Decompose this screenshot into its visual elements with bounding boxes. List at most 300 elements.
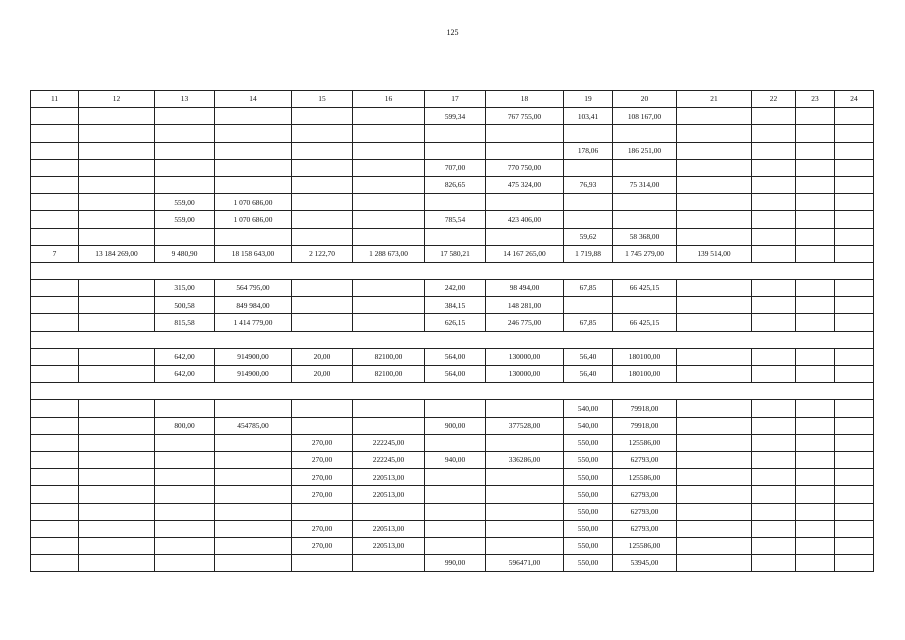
- table-cell: [425, 537, 486, 554]
- table-cell: [796, 400, 835, 417]
- table-cell: 1 070 686,00: [215, 194, 292, 211]
- table-cell: [835, 520, 874, 537]
- table-cell: 990,00: [425, 555, 486, 572]
- table-cell: 599,34: [425, 108, 486, 125]
- table-cell: 559,00: [155, 194, 215, 211]
- table-cell: 1 414 779,00: [215, 314, 292, 331]
- table-body: [31, 108, 874, 572]
- table-cell: [292, 108, 353, 125]
- table-cell: [292, 400, 353, 417]
- table-cell: 1 745 279,00: [613, 245, 677, 262]
- table-cell: 270,00: [292, 451, 353, 468]
- table-row: [31, 520, 874, 537]
- table-row: [31, 434, 874, 451]
- table-cell: [835, 194, 874, 211]
- column-header: 22: [752, 91, 796, 108]
- table-cell: [564, 211, 613, 228]
- table-cell: [677, 228, 752, 245]
- table-cell: [353, 417, 425, 434]
- table-cell: [31, 503, 79, 520]
- table-cell: [677, 486, 752, 503]
- column-header: 17: [425, 91, 486, 108]
- table-header-row: [31, 91, 874, 108]
- table-cell: [677, 520, 752, 537]
- table-cell: [835, 366, 874, 383]
- table-cell: [835, 400, 874, 417]
- table-cell: 767 755,00: [486, 108, 564, 125]
- table-cell: [796, 417, 835, 434]
- table-cell: [486, 486, 564, 503]
- table-cell: [79, 366, 155, 383]
- table-cell: 62793,00: [613, 520, 677, 537]
- table-cell: [425, 434, 486, 451]
- table-cell: 9 480,90: [155, 245, 215, 262]
- table-cell: 180100,00: [613, 366, 677, 383]
- table-cell: [677, 434, 752, 451]
- column-header: 14: [215, 91, 292, 108]
- table-cell: 270,00: [292, 537, 353, 554]
- table-cell: [752, 486, 796, 503]
- table-cell: [835, 503, 874, 520]
- table-cell: [835, 297, 874, 314]
- table-cell: [752, 503, 796, 520]
- separator-cell: [31, 262, 874, 279]
- column-header: 12: [79, 91, 155, 108]
- table-cell: [31, 520, 79, 537]
- table-cell: [31, 176, 79, 193]
- table-cell: [155, 142, 215, 159]
- table-cell: 56,40: [564, 348, 613, 365]
- table-cell: [31, 451, 79, 468]
- table-cell: 62793,00: [613, 503, 677, 520]
- table-cell: [292, 314, 353, 331]
- table-cell: 550,00: [564, 537, 613, 554]
- table-row: [31, 108, 874, 125]
- table-cell: 550,00: [564, 555, 613, 572]
- table-cell: [155, 228, 215, 245]
- section-separator-row: [31, 262, 874, 279]
- table-cell: [796, 194, 835, 211]
- table-cell: [215, 125, 292, 142]
- table-cell: [215, 486, 292, 503]
- table-cell: [677, 451, 752, 468]
- table-cell: [752, 469, 796, 486]
- table-cell: [677, 417, 752, 434]
- table-cell: 178,06: [564, 142, 613, 159]
- table-cell: 550,00: [564, 486, 613, 503]
- table-cell: [31, 537, 79, 554]
- table-cell: 270,00: [292, 469, 353, 486]
- table-cell: [425, 400, 486, 417]
- table-cell: [215, 520, 292, 537]
- table-cell: [31, 211, 79, 228]
- table-cell: 58 368,00: [613, 228, 677, 245]
- table-cell: [79, 108, 155, 125]
- table-cell: [31, 228, 79, 245]
- table-cell: [835, 176, 874, 193]
- table-cell: [31, 108, 79, 125]
- table-cell: [292, 228, 353, 245]
- table-cell: 125586,00: [613, 469, 677, 486]
- column-header: 13: [155, 91, 215, 108]
- table-cell: [796, 159, 835, 176]
- table-cell: 56,40: [564, 366, 613, 383]
- table-cell: [31, 194, 79, 211]
- table-cell: 1 070 686,00: [215, 211, 292, 228]
- table-row: [31, 314, 874, 331]
- table-cell: 103,41: [564, 108, 613, 125]
- table-cell: [155, 125, 215, 142]
- table-cell: [486, 520, 564, 537]
- column-header: 11: [31, 91, 79, 108]
- table-cell: [155, 400, 215, 417]
- table-cell: [796, 245, 835, 262]
- table-cell: [677, 159, 752, 176]
- table-cell: [486, 469, 564, 486]
- table-cell: [677, 297, 752, 314]
- table-row: [31, 537, 874, 554]
- table-cell: [155, 520, 215, 537]
- table-cell: [835, 537, 874, 554]
- table-cell: [752, 537, 796, 554]
- table-cell: [796, 108, 835, 125]
- table-cell: [677, 366, 752, 383]
- table-cell: [796, 280, 835, 297]
- table-cell: [31, 314, 79, 331]
- table-cell: [79, 280, 155, 297]
- table-cell: [796, 314, 835, 331]
- table-cell: 220513,00: [353, 469, 425, 486]
- table-cell: [677, 211, 752, 228]
- table-cell: [677, 555, 752, 572]
- table-cell: 550,00: [564, 434, 613, 451]
- table-cell: [292, 159, 353, 176]
- table-cell: [752, 451, 796, 468]
- table-cell: [215, 176, 292, 193]
- table-cell: 18 158 643,00: [215, 245, 292, 262]
- table-cell: [215, 451, 292, 468]
- table-cell: 76,93: [564, 176, 613, 193]
- table-cell: 707,00: [425, 159, 486, 176]
- table-cell: [353, 125, 425, 142]
- table-row: [31, 194, 874, 211]
- table-cell: [31, 280, 79, 297]
- table-row: [31, 228, 874, 245]
- table-cell: [31, 125, 79, 142]
- table-row: [31, 245, 874, 262]
- table-cell: 315,00: [155, 280, 215, 297]
- table-cell: [79, 417, 155, 434]
- table-cell: [79, 486, 155, 503]
- table-cell: [486, 125, 564, 142]
- table-cell: 642,00: [155, 366, 215, 383]
- table-row: [31, 486, 874, 503]
- table-cell: 550,00: [564, 503, 613, 520]
- table-cell: [835, 314, 874, 331]
- table-cell: [292, 503, 353, 520]
- table-cell: 59,62: [564, 228, 613, 245]
- table-cell: 475 324,00: [486, 176, 564, 193]
- table-cell: 550,00: [564, 451, 613, 468]
- table-cell: 130000,00: [486, 348, 564, 365]
- table-cell: [677, 537, 752, 554]
- table-cell: 336286,00: [486, 451, 564, 468]
- table-row: [31, 400, 874, 417]
- table-cell: [215, 400, 292, 417]
- table-cell: [564, 159, 613, 176]
- table-row: [31, 176, 874, 193]
- table-cell: [677, 108, 752, 125]
- table-cell: 62793,00: [613, 486, 677, 503]
- table-row: [31, 280, 874, 297]
- table-cell: [796, 469, 835, 486]
- column-header: 19: [564, 91, 613, 108]
- table-cell: 384,15: [425, 297, 486, 314]
- table-cell: [425, 228, 486, 245]
- section-separator-row: [31, 383, 874, 400]
- table-row: [31, 503, 874, 520]
- table-cell: [353, 176, 425, 193]
- table-cell: [215, 503, 292, 520]
- table-cell: [155, 555, 215, 572]
- table-cell: 13 184 269,00: [79, 245, 155, 262]
- page-number: 125: [446, 28, 459, 37]
- table-cell: [31, 366, 79, 383]
- table-row: [31, 469, 874, 486]
- table-cell: 66 425,15: [613, 280, 677, 297]
- table-cell: [796, 176, 835, 193]
- table-cell: [835, 211, 874, 228]
- table-cell: [613, 297, 677, 314]
- table-cell: 785,54: [425, 211, 486, 228]
- column-header: 20: [613, 91, 677, 108]
- table-cell: [31, 297, 79, 314]
- table-cell: [292, 176, 353, 193]
- table-row: [31, 142, 874, 159]
- table-cell: [155, 176, 215, 193]
- table-cell: [79, 434, 155, 451]
- table-cell: [425, 486, 486, 503]
- table-cell: [31, 142, 79, 159]
- table-cell: [31, 469, 79, 486]
- table-cell: [752, 280, 796, 297]
- table-cell: [292, 297, 353, 314]
- table-cell: [796, 503, 835, 520]
- table-cell: [835, 228, 874, 245]
- table-cell: 540,00: [564, 400, 613, 417]
- table-row: [31, 297, 874, 314]
- table-cell: [752, 348, 796, 365]
- table-cell: 800,00: [155, 417, 215, 434]
- table-cell: [353, 400, 425, 417]
- table-cell: [752, 211, 796, 228]
- table-cell: [155, 434, 215, 451]
- table-cell: [835, 451, 874, 468]
- table-cell: 246 775,00: [486, 314, 564, 331]
- table-cell: 1 719,88: [564, 245, 613, 262]
- table-cell: 180100,00: [613, 348, 677, 365]
- table-cell: 20,00: [292, 348, 353, 365]
- table-cell: 108 167,00: [613, 108, 677, 125]
- table-cell: [796, 366, 835, 383]
- table-cell: [79, 400, 155, 417]
- table-cell: [425, 125, 486, 142]
- table-cell: 66 425,15: [613, 314, 677, 331]
- table-cell: 7: [31, 245, 79, 262]
- table-cell: [796, 125, 835, 142]
- table-cell: [796, 537, 835, 554]
- table-cell: [155, 537, 215, 554]
- table-cell: [564, 194, 613, 211]
- table-cell: [79, 142, 155, 159]
- table-cell: 17 580,21: [425, 245, 486, 262]
- table-cell: 270,00: [292, 434, 353, 451]
- table-row: [31, 366, 874, 383]
- table-cell: 79918,00: [613, 417, 677, 434]
- table-cell: [425, 469, 486, 486]
- table-cell: [292, 555, 353, 572]
- table-cell: 377528,00: [486, 417, 564, 434]
- table-cell: [677, 176, 752, 193]
- table-cell: [752, 366, 796, 383]
- table-cell: 559,00: [155, 211, 215, 228]
- table-cell: [796, 555, 835, 572]
- table-cell: [292, 194, 353, 211]
- table-cell: [79, 469, 155, 486]
- table-cell: [155, 486, 215, 503]
- table-cell: [79, 555, 155, 572]
- table-cell: [796, 142, 835, 159]
- table-cell: [292, 417, 353, 434]
- table-cell: 564 795,00: [215, 280, 292, 297]
- table-cell: 826,65: [425, 176, 486, 193]
- table-cell: [752, 555, 796, 572]
- table-cell: [677, 194, 752, 211]
- table-cell: [353, 503, 425, 520]
- table-cell: [215, 537, 292, 554]
- table-cell: [79, 297, 155, 314]
- table-cell: 186 251,00: [613, 142, 677, 159]
- table-cell: [613, 211, 677, 228]
- table-cell: [796, 228, 835, 245]
- table-cell: 642,00: [155, 348, 215, 365]
- table-cell: [155, 108, 215, 125]
- table-cell: [215, 228, 292, 245]
- table-cell: [752, 297, 796, 314]
- table-cell: [292, 280, 353, 297]
- table-cell: [677, 280, 752, 297]
- separator-cell: [31, 383, 874, 400]
- table-cell: [353, 211, 425, 228]
- table-cell: 564,00: [425, 348, 486, 365]
- table-cell: [835, 245, 874, 262]
- table-cell: [564, 297, 613, 314]
- table-cell: [31, 159, 79, 176]
- table-cell: [353, 108, 425, 125]
- table-cell: [215, 159, 292, 176]
- table-cell: 914900,00: [215, 348, 292, 365]
- table-cell: [835, 434, 874, 451]
- table-row: [31, 451, 874, 468]
- table-cell: [835, 348, 874, 365]
- table-cell: 770 750,00: [486, 159, 564, 176]
- table-row: [31, 159, 874, 176]
- table-cell: [752, 176, 796, 193]
- table-cell: [31, 555, 79, 572]
- table-row: [31, 555, 874, 572]
- table-cell: [486, 228, 564, 245]
- table-cell: [677, 469, 752, 486]
- table-cell: 626,15: [425, 314, 486, 331]
- table-cell: [215, 469, 292, 486]
- table-cell: [613, 125, 677, 142]
- table-cell: [752, 125, 796, 142]
- table-cell: [79, 176, 155, 193]
- table-cell: [425, 194, 486, 211]
- table-cell: [796, 297, 835, 314]
- table-cell: [796, 520, 835, 537]
- column-header: 15: [292, 91, 353, 108]
- table-cell: 454785,00: [215, 417, 292, 434]
- table-cell: 82100,00: [353, 366, 425, 383]
- table-cell: [835, 469, 874, 486]
- table-cell: [752, 159, 796, 176]
- column-header: 21: [677, 91, 752, 108]
- table-cell: [677, 125, 752, 142]
- separator-cell: [31, 331, 874, 348]
- column-header: 24: [835, 91, 874, 108]
- table-cell: 14 167 265,00: [486, 245, 564, 262]
- table-cell: 500,58: [155, 297, 215, 314]
- table-cell: 148 281,00: [486, 297, 564, 314]
- table-cell: [155, 503, 215, 520]
- table-cell: [31, 417, 79, 434]
- table-cell: [752, 228, 796, 245]
- table-cell: [835, 555, 874, 572]
- table-cell: [292, 125, 353, 142]
- table-cell: [486, 434, 564, 451]
- table-cell: 270,00: [292, 520, 353, 537]
- table-cell: [677, 142, 752, 159]
- table-cell: 220513,00: [353, 486, 425, 503]
- table-cell: [752, 245, 796, 262]
- table-cell: [79, 211, 155, 228]
- table-cell: 849 984,00: [215, 297, 292, 314]
- table-cell: [425, 520, 486, 537]
- table-cell: [353, 297, 425, 314]
- table-cell: [486, 400, 564, 417]
- column-header: 23: [796, 91, 835, 108]
- table-cell: [31, 486, 79, 503]
- table-cell: [835, 280, 874, 297]
- column-header: 18: [486, 91, 564, 108]
- table-cell: 98 494,00: [486, 280, 564, 297]
- table-cell: [752, 520, 796, 537]
- table-row: [31, 417, 874, 434]
- table-cell: [752, 434, 796, 451]
- table-cell: 900,00: [425, 417, 486, 434]
- table-cell: [752, 400, 796, 417]
- table-cell: [835, 417, 874, 434]
- table-cell: 75 314,00: [613, 176, 677, 193]
- table-cell: 2 122,70: [292, 245, 353, 262]
- table-cell: 270,00: [292, 486, 353, 503]
- table-cell: [677, 400, 752, 417]
- table-cell: [79, 228, 155, 245]
- table-cell: [79, 314, 155, 331]
- table-cell: 550,00: [564, 469, 613, 486]
- table-cell: [155, 451, 215, 468]
